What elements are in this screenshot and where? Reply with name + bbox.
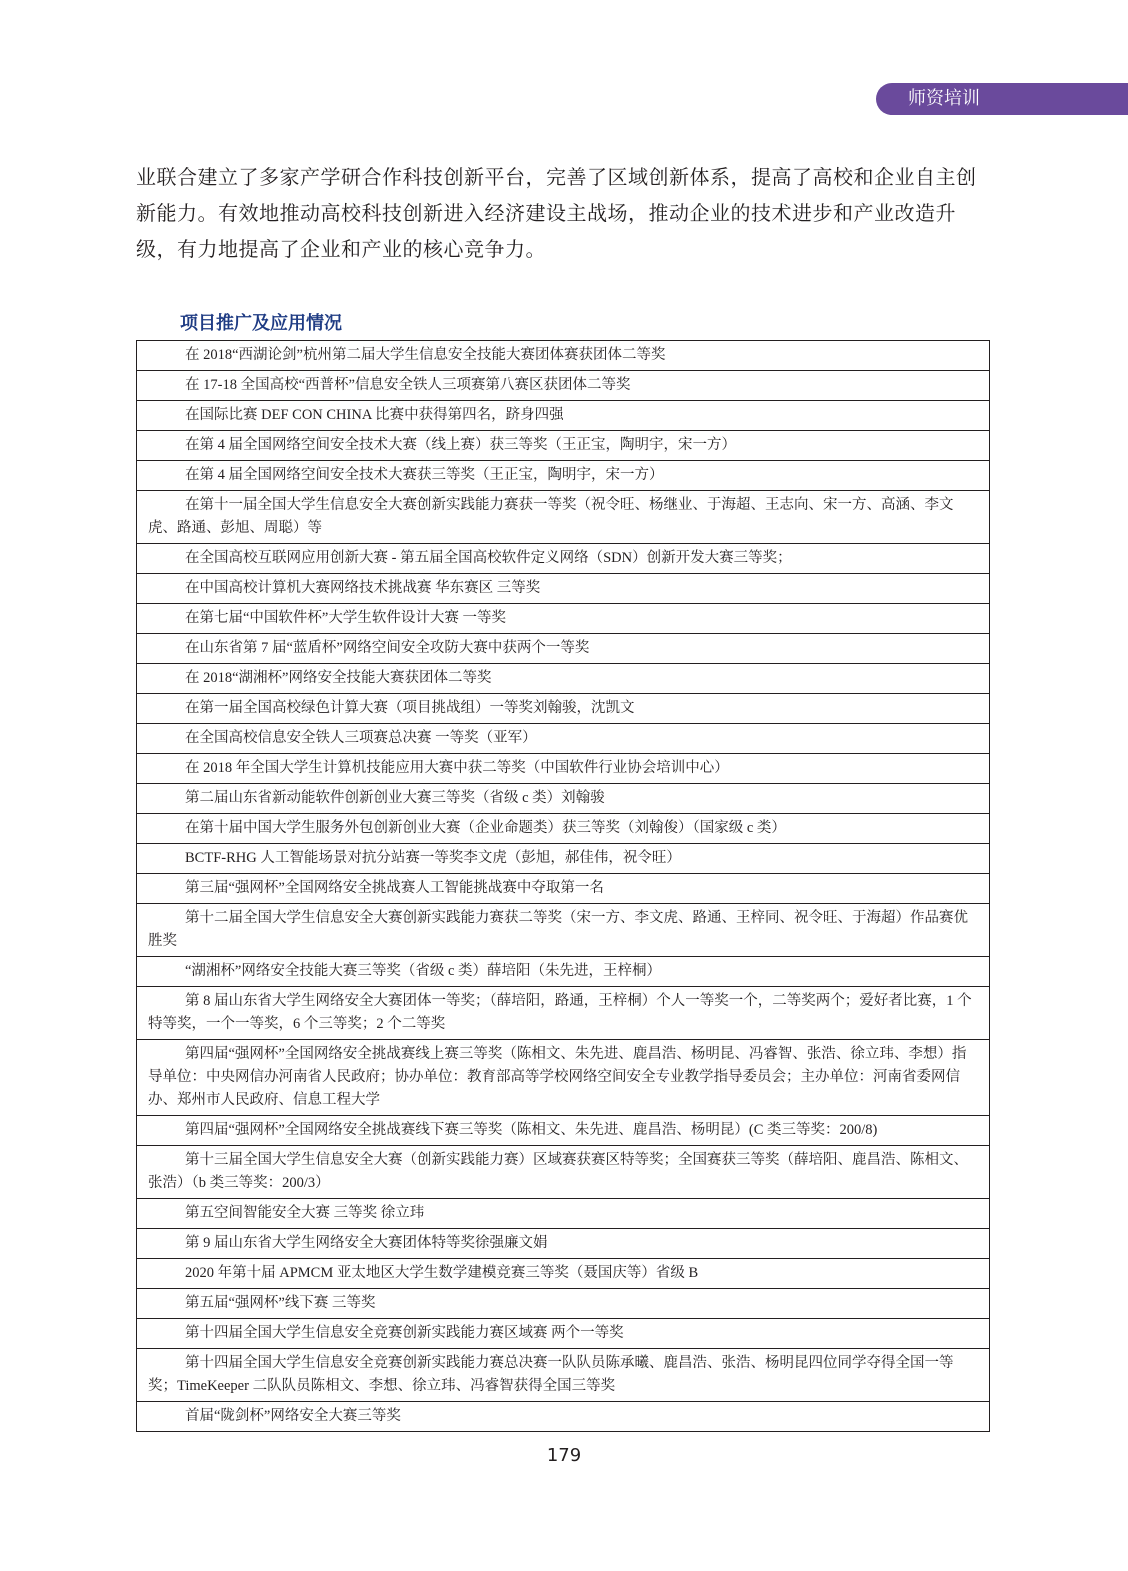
table-row xyxy=(137,844,990,874)
table-row xyxy=(137,957,990,987)
intro-paragraph: 业联合建立了多家产学研合作科技创新平台，完善了区域创新体系，提高了高校和企业自主创新能力。有效地推动高校科技创新进入经济建设主战场，推动企业的技术进步和产业改造升级，有力地提高了企业和产业的核心竞争力。 xyxy=(136,165,977,261)
award-cell: 在全国高校互联网应用创新大赛 - 第五届全国高校软件定义网络（SDN）创新开发大赛三等奖； xyxy=(137,544,990,574)
award-cell: 在全国高校信息安全铁人三项赛总决赛 一等奖（亚军） xyxy=(137,724,990,754)
table-row xyxy=(137,724,990,754)
table-row xyxy=(137,491,990,544)
table-row xyxy=(137,1199,990,1229)
award-cell: 在第十一届全国大学生信息安全大赛创新实践能力赛获一等奖（祝令旺、杨继业、于海超、王志向、宋一方、高涵、李文虎、路通、彭旭、周聪）等 xyxy=(137,491,990,544)
award-cell: 在山东省第 7 届“蓝盾杯”网络空间安全攻防大赛中获两个一等奖 xyxy=(137,634,990,664)
award-cell: 第四届“强网杯”全国网络安全挑战赛线下赛三等奖（陈相文、朱先进、鹿昌浩、杨明昆）(C 类三等奖：200/8) xyxy=(137,1116,990,1146)
table-row xyxy=(137,431,990,461)
table-row xyxy=(137,604,990,634)
award-cell: 在 17-18 全国高校“西普杯”信息安全铁人三项赛第八赛区获团体二等奖 xyxy=(137,371,990,401)
table-row xyxy=(137,574,990,604)
award-cell: 在 2018 年全国大学生计算机技能应用大赛中获二等奖（中国软件行业协会培训中心） xyxy=(137,754,990,784)
award-cell: 在第 4 届全国网络空间安全技术大赛（线上赛）获三等奖（王正宝，陶明宇，宋一方） xyxy=(137,431,990,461)
award-cell: 在中国高校计算机大赛网络技术挑战赛 华东赛区 三等奖 xyxy=(137,574,990,604)
award-cell: 在第十届中国大学生服务外包创新创业大赛（企业命题类）获三等奖（刘翰俊）（国家级 c 类） xyxy=(137,814,990,844)
table-row xyxy=(137,634,990,664)
table-row xyxy=(137,784,990,814)
table-row xyxy=(137,694,990,724)
award-cell: 在第七届“中国软件杯”大学生软件设计大赛 一等奖 xyxy=(137,604,990,634)
section-tab xyxy=(876,83,1128,115)
award-cell: 在国际比赛 DEF CON CHINA 比赛中获得第四名，跻身四强 xyxy=(137,401,990,431)
table-row xyxy=(137,1116,990,1146)
table-row xyxy=(137,1402,990,1432)
award-cell: 首届“陇剑杯”网络安全大赛三等奖 xyxy=(137,1402,990,1432)
award-cell: 第五届“强网杯”线下赛 三等奖 xyxy=(137,1289,990,1319)
table-row xyxy=(137,754,990,784)
award-cell: 第十二届全国大学生信息安全大赛创新实践能力赛获二等奖（宋一方、李文虎、路通、王梓同、祝令旺、于海超）作品赛优胜奖 xyxy=(137,904,990,957)
table-row xyxy=(137,401,990,431)
table-row xyxy=(137,1349,990,1402)
award-cell: 第十四届全国大学生信息安全竞赛创新实践能力赛区域赛 两个一等奖 xyxy=(137,1319,990,1349)
table-row xyxy=(137,1229,990,1259)
table-row xyxy=(137,341,990,371)
table-row xyxy=(137,1319,990,1349)
table-row xyxy=(137,371,990,401)
table-row xyxy=(137,1040,990,1116)
table-row xyxy=(137,1146,990,1199)
award-cell: 第十四届全国大学生信息安全竞赛创新实践能力赛总决赛一队队员陈承曦、鹿昌浩、张浩、杨明昆四位同学夺得全国一等奖；TimeKeeper 二队队员陈相文、李想、徐立玮、冯睿智获得全国三等奖 xyxy=(137,1349,990,1402)
award-cell: 在 2018“西湖论剑”杭州第二届大学生信息安全技能大赛团体赛获团体二等奖 xyxy=(137,341,990,371)
award-cell: 第三届“强网杯”全国网络安全挑战赛人工智能挑战赛中夺取第一名 xyxy=(137,874,990,904)
award-cell: “湖湘杯”网络安全技能大赛三等奖（省级 c 类）薛培阳（朱先进，王梓桐） xyxy=(137,957,990,987)
section-tab-label: 师资培训 xyxy=(908,88,980,109)
award-cell: 在 2018“湖湘杯”网络安全技能大赛获团体二等奖 xyxy=(137,664,990,694)
award-cell: 在第 4 届全国网络空间安全技术大赛获三等奖（王正宝，陶明宇，宋一方） xyxy=(137,461,990,491)
table-row xyxy=(137,987,990,1040)
award-cell: 第五空间智能安全大赛 三等奖 徐立玮 xyxy=(137,1199,990,1229)
award-cell: 第 9 届山东省大学生网络安全大赛团体特等奖徐强廉文娟 xyxy=(137,1229,990,1259)
award-cell: BCTF-RHG 人工智能场景对抗分站赛一等奖李文虎（彭旭，郝佳伟，祝令旺） xyxy=(137,844,990,874)
award-cell: 2020 年第十届 APMCM 亚太地区大学生数学建模竞赛三等奖（聂国庆等）省级 B xyxy=(137,1259,990,1289)
table-row xyxy=(137,544,990,574)
award-cell: 第 8 届山东省大学生网络安全大赛团体一等奖；（薛培阳，路通，王梓桐）个人一等奖一个，二等奖两个；爱好者比赛，1 个特等奖，一个一等奖，6 个三等奖；2 个二等奖 xyxy=(137,987,990,1040)
award-cell: 第十三届全国大学生信息安全大赛（创新实践能力赛）区域赛获赛区特等奖；全国赛获三等奖（薛培阳、鹿昌浩、陈相文、张浩）（b 类三等奖：200/3） xyxy=(137,1146,990,1199)
table-row xyxy=(137,664,990,694)
section-title: 项目推广及应用情况 xyxy=(180,313,342,334)
table-row xyxy=(137,904,990,957)
table-row xyxy=(137,461,990,491)
award-cell: 在第一届全国高校绿色计算大赛（项目挑战组）一等奖刘翰骏，沈凯文 xyxy=(137,694,990,724)
table-row xyxy=(137,874,990,904)
table-row xyxy=(137,1289,990,1319)
award-cell: 第二届山东省新动能软件创新创业大赛三等奖（省级 c 类）刘翰骏 xyxy=(137,784,990,814)
table-row xyxy=(137,814,990,844)
awards-table xyxy=(136,340,990,1432)
page-number: 179 xyxy=(546,1445,582,1466)
table-row xyxy=(137,1259,990,1289)
award-cell: 第四届“强网杯”全国网络安全挑战赛线上赛三等奖（陈相文、朱先进、鹿昌浩、杨明昆、冯睿智、张浩、徐立玮、李想）指导单位：中央网信办河南省人民政府；协办单位：教育部高等学校网络空间安全专业教学指导委员会；主办单位：河南省委网信办、郑州市人民政府、信息工程大学 xyxy=(137,1040,990,1116)
